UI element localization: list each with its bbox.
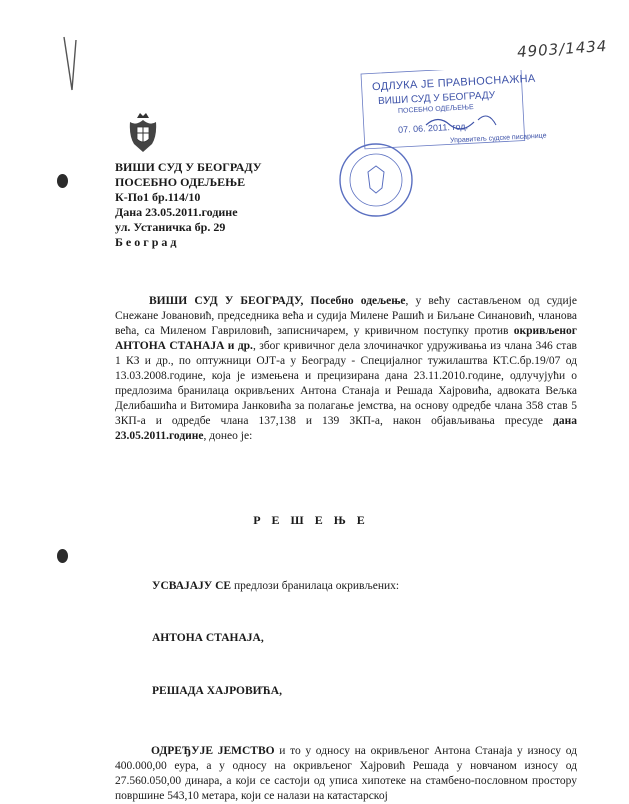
coat-of-arms-icon [128,112,158,154]
intro-accused: окривљеног АНТОНА СТАНАЈА и др. [115,325,577,352]
decision-title: РЕШЕЊЕ [253,513,376,527]
decision-date: Дана 23.05.2011.године [115,205,238,219]
bail-lead: ОДРЕЂУЈЕ ЈЕМСТВО [151,745,275,757]
approval-line [152,580,399,592]
intro-date: дана 23.05.2011.године [115,415,577,442]
punch-hole-top [57,174,68,188]
case-number: К-По1 бр.114/10 [115,190,201,204]
intro-text-c: , донео је: [203,430,253,442]
court-city: Београд [115,235,180,249]
bail-text: и то у односу на окривљеног Антона Станаја у износу од 400.000,00 еура, а у односу на окривљеног Хајровић Решада у новчаном износу од 27.560.050,00 динара, а који се састоји од уписа хипотеке на стамбено-пословном простору површине 543,10 метара, који се налази на катастарској [115,745,577,802]
handwritten-note: 4903/1434 [516,36,608,62]
pen-stroke-mark [60,35,80,95]
approval-lead: УСВАЈАЈУ СЕ [152,580,232,592]
department-name: ПОСЕБНО ОДЕЉЕЊЕ [115,175,246,189]
court-address: ул. Устаничка бр. 29 [115,220,226,234]
intro-paragraph [115,294,577,444]
stamp-signature-label: Управитељ судске писарнице [449,132,547,145]
court-header [115,160,262,250]
punch-hole-bottom [57,549,68,563]
intro-text-a: , у већу састављеном од судије Снежане Јовановић, председника већа и судија Милене Рашић и Биљане Синановић, чланова већа, са Миленом Гавриловић, записничарем, у кривичном поступку против [115,295,577,337]
accused-name-1: АНТОНА СТАНАЈА, [152,632,264,644]
intro-text-b: , због кривичног дела злочиначког удруживања из члана 346 став 1 КЗ и др., по оптужници ОЈТ-а у Београду - Специјалног тужилаштва КТ.С.бр.19/07 од 13.03.2008.године, која је измењена и прецизирана дана 23.11.2010.године, одлучујући о предлозима бранилаца окривљених Антона Станаја и Решада Хајровића, адвоката Вељка Делибашића и Витомира Јанковића за полагање јемства, на основу одредбе члана 358 став 5 ЗКП-а и одредбе члана 137,138 и 139 ЗКП-а, након објављивања пресуде [115,340,577,427]
intro-lead: ВИШИ СУД У БЕОГРАДУ, Посебно одељење [149,295,406,307]
stamp-date: 07. 06. 2011. год. [397,121,469,135]
bail-paragraph [115,744,577,804]
accused-name-2: РЕШАДА ХАЈРОВИЋА, [152,685,282,697]
stamp-department: ПОСЕБНО ОДЕЉЕЊЕ [397,104,474,115]
approval-text: предлози бранилаца окривљених: [231,580,400,592]
court-name: ВИШИ СУД У БЕОГРАДУ [115,160,262,174]
stamp-court: ВИШИ СУД У БЕОГРАДУ [377,89,496,108]
stamp-title: ОДЛУКА ЈЕ ПРАВНОСНАЖНА [371,72,536,94]
